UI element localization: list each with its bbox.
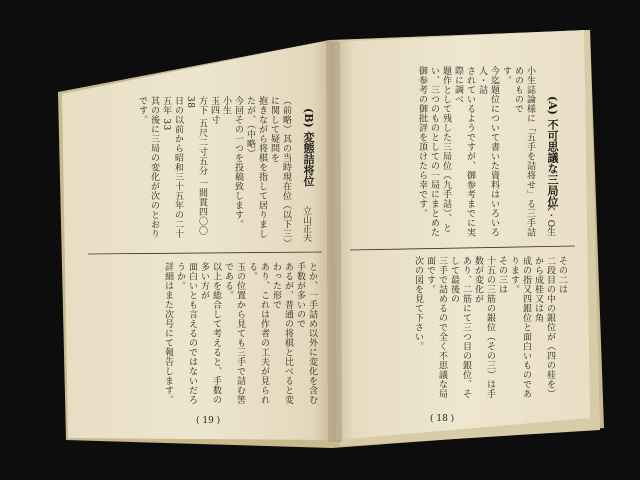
left-upper-col-1: （前略）其の当時現在位（以下三）に関して疑問を [269, 96, 291, 244]
right-upper-col-1: 小生誌論様に「五手を詰将せ」る三手詰めのもので [513, 66, 535, 237]
right-page-heading: (A) 不可思議な三局位 [546, 96, 559, 207]
right-lower-col-7: 三手で詰めるので全く不思議な局面です。 [425, 256, 447, 399]
left-lower-col-2: あるが、普通の将棋と比べると変わった形で [271, 262, 293, 405]
left-lower-col-3: あり、これは作者の工夫が見られる。 [247, 262, 269, 405]
right-lower-col-6: あり、二筋にて三つ目の銀位、そして最後の [449, 256, 471, 399]
left-upper-col-5: 玉四寸 [209, 96, 219, 125]
right-lower-col-3: 成の指又四銀位と面白いものであります。 [509, 256, 531, 399]
right-upper-col-7: 御参考の御批評を頂けたら幸です。 [417, 66, 427, 218]
left-upper-col-3: 今回その一つを投稿致します。 [233, 96, 243, 229]
right-page-upper-columns [352, 66, 536, 242]
right-lower-col-5: 十五の三筋の銀位（その三）は手数が変化が [473, 256, 495, 399]
right-lower-col-8: 次の図を見て下さい。 [413, 256, 423, 351]
right-lower-col-2: 二段目の中の銀位が（四の桂を）から成桂又は角 [533, 256, 555, 399]
left-page-upper-columns [100, 96, 292, 246]
left-upper-col-8: 其の後に三局の変化が次のとおりです。 [137, 96, 159, 239]
gutter-shadow [326, 40, 342, 442]
right-lower-col-4: その三は [497, 256, 507, 294]
left-page-number: ( 19 ) [196, 416, 221, 426]
right-upper-col-2: す。 [501, 66, 511, 85]
right-page-byline: K・O生 [545, 204, 555, 237]
left-page-heading: (B) 変態詰将位 [302, 108, 315, 187]
right-lower-col-1: その二は [557, 256, 567, 294]
right-upper-col-6: い、三つのものとしての一局にまとめた [429, 66, 439, 237]
left-lower-col-1: とか、一手詰め以外に変化を含む手数が多いので [295, 262, 317, 405]
left-upper-col-7: 日の以前から昭和三十五年の二十五年 33 [161, 96, 183, 239]
left-upper-col-6: 方下 五尺二寸五分 一間貫四〇〇 38 [185, 96, 207, 236]
right-page-lower-columns [352, 256, 568, 404]
right-upper-col-3: 今迄題位について書いた資料はいろいろ人・詰 [477, 66, 499, 237]
left-page-lower-columns [92, 262, 318, 406]
right-page-number: ( 18 ) [430, 414, 455, 424]
left-page-byline: 立山正夫 [301, 206, 311, 242]
left-lower-col-4: 玉の位置から見ても三手で詰む筈である。 [223, 262, 245, 405]
right-upper-col-5: 題作として残した三局位（九手詰）、と [441, 66, 451, 233]
left-upper-col-2: 抱きながら将棋を指して居りましたが、（中略） [245, 96, 267, 239]
left-upper-col-4: 小生 [221, 96, 231, 115]
left-lower-col-7: 詳細はまた次号にて報告します。 [163, 262, 173, 405]
left-lower-col-6: 面白いとも言えるのではないだろうか。 [175, 262, 197, 405]
right-upper-col-4: されているようですが、御参考までに実際に調べ [453, 66, 475, 237]
left-lower-col-5: 以上を総合して考えると、手数の多い方が [199, 262, 221, 405]
